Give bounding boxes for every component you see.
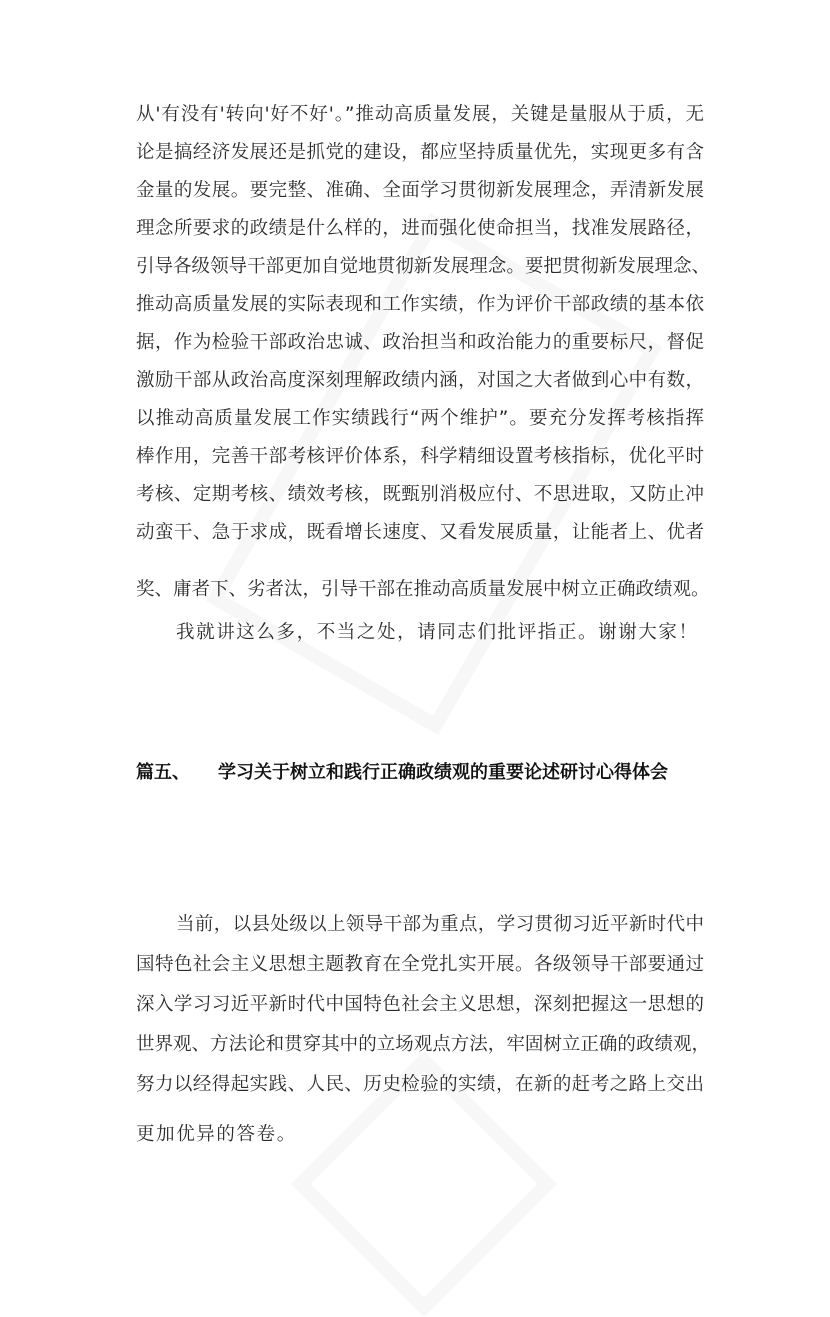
text-line: 考核、定期考核、绩效考核，既甄别消极应付、不思进取，又防止冲 (136, 484, 704, 505)
text-line: 努力以经得起实践、人民、历史检验的实绩，在新的赶考之路上交出 (136, 1074, 704, 1095)
watermark (206, 213, 662, 735)
text-line: 推动高质量发展的实际表现和工作实绩，作为评价干部政绩的基本依 (136, 294, 704, 315)
text-line: 奖、庸者下、劣者汰，引导干部在推动高质量发展中树立正确政绩观。 (136, 579, 710, 600)
closing-remark: 我就讲这么多，不当之处，请同志们批评指正。谢谢大家！ (176, 622, 699, 643)
text-line: 棒作用，完善干部考核评价体系，科学精细设置考核指标，优化平时 (136, 446, 704, 467)
text-line: 国特色社会主义思想主题教育在全党扎实开展。各级领导干部要通过 (136, 954, 704, 975)
text-line: 更加优异的答卷。 (136, 1124, 297, 1145)
text-line: 引导各级领导干部更加自觉地贯彻新发展理念。要把贯彻新发展理念、 (136, 256, 710, 277)
section-title: 学习关于树立和践行正确政绩观的重要论述研讨心得体会 (218, 762, 668, 783)
text-line: 据，作为检验干部政治忠诚、政治担当和政治能力的重要标尺，督促 (136, 332, 704, 353)
text-line: 理念所要求的政绩是什么样的，进而强化使命担当，找准发展路径， (136, 218, 704, 239)
section-heading (136, 758, 668, 784)
text-line: 动蛮干、急于求成，既看增长速度、又看发展质量，让能者上、优者 (136, 522, 704, 543)
text-line: 激励干部从政治高度深刻理解政绩内涵，对国之大者做到心中有数， (136, 370, 704, 391)
text-line: 世界观、方法论和贯穿其中的立场观点方法，牢固树立正确的政绩观， (136, 1034, 710, 1055)
text-line: 论是搞经济发展还是抓党的建设，都应坚持质量优先，实现更多有含 (136, 142, 704, 163)
text-line: 深入学习习近平新时代中国特色社会主义思想，深刻把握这一思想的 (136, 994, 704, 1015)
text-line: 当前，以县处级以上领导干部为重点，学习贯彻习近平新时代中 (176, 914, 704, 935)
text-line: 金量的发展。要完整、准确、全面学习贯彻新发展理念，弄清新发展 (136, 180, 704, 201)
text-line: 从'有没有'转向'好不好'。”推动高质量发展，关键是量服从于质，无 (136, 104, 704, 125)
section-number: 篇五、 (136, 762, 190, 783)
text-line: 以推动高质量发展工作实绩践行“两个维护”。要充分发挥考核指挥 (136, 408, 704, 429)
